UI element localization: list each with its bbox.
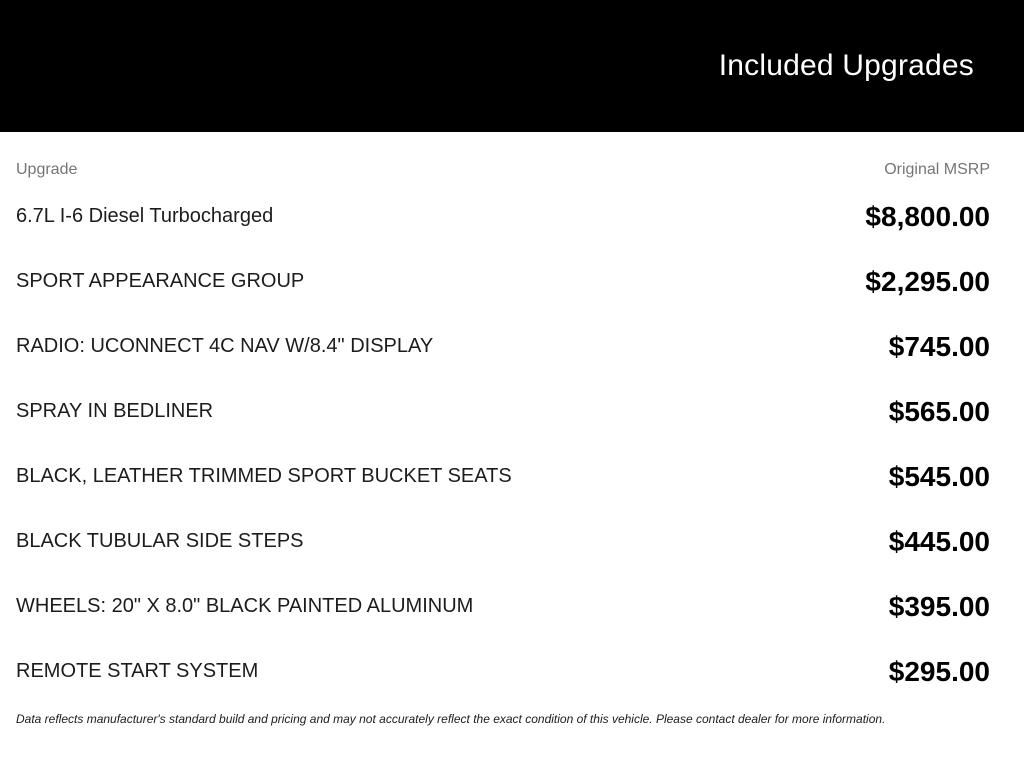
page-header [0,0,1024,132]
upgrade-name: SPORT APPEARANCE GROUP [16,270,305,292]
upgrade-row [16,639,990,704]
page-title: Included Upgrades [718,49,974,82]
upgrade-row [16,249,990,314]
upgrade-name: BLACK TUBULAR SIDE STEPS [16,530,304,552]
upgrade-msrp: $395.00 [888,590,990,622]
upgrade-row [16,509,990,574]
upgrade-name: BLACK, LEATHER TRIMMED SPORT BUCKET SEATS [16,465,512,487]
upgrade-msrp: $295.00 [888,655,990,687]
upgrade-row [16,314,990,379]
upgrade-msrp: $445.00 [888,525,990,557]
upgrades-content [0,160,1024,726]
upgrade-msrp: $2,295.00 [865,265,990,297]
upgrades-list [16,184,990,704]
column-header-original-msrp: Original MSRP [884,161,990,178]
upgrade-msrp: $745.00 [888,330,990,362]
upgrade-msrp: $565.00 [888,395,990,427]
upgrade-row [16,444,990,509]
upgrade-name: RADIO: UCONNECT 4C NAV W/8.4" DISPLAY [16,335,434,357]
upgrade-row [16,184,990,249]
upgrade-row [16,379,990,444]
upgrade-row [16,574,990,639]
table-header-row [16,160,990,180]
upgrade-name: 6.7L I-6 Diesel Turbocharged [16,205,274,227]
upgrade-msrp: $8,800.00 [865,200,990,232]
upgrade-name: WHEELS: 20" X 8.0" BLACK PAINTED ALUMINUM [16,595,474,617]
upgrade-msrp: $545.00 [888,460,990,492]
upgrade-name: REMOTE START SYSTEM [16,660,259,682]
upgrade-name: SPRAY IN BEDLINER [16,400,214,422]
disclaimer-text: Data reflects manufacturer's standard build and pricing and may not accurately reflect the exact condition of this vehicle. Please contact dealer for more information. [16,712,886,726]
column-header-upgrade: Upgrade [16,161,78,178]
